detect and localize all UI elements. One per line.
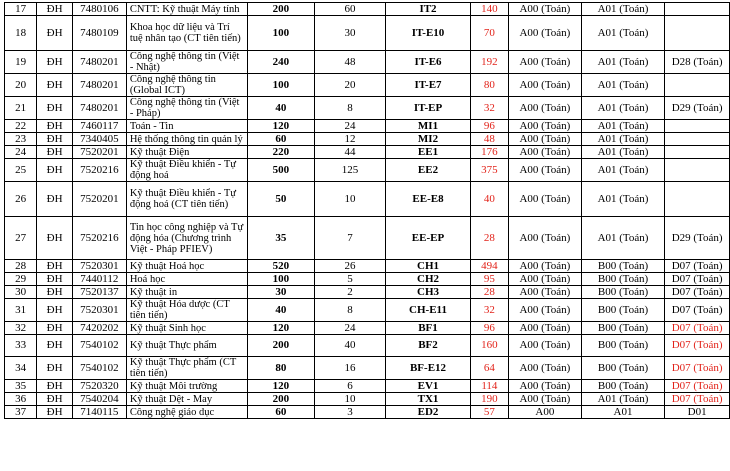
table-row — [5, 322, 730, 335]
major-name-cell: Công nghệ giáo dục — [126, 406, 247, 419]
combo-1-cell: A00 (Toán) — [509, 299, 582, 322]
table-row — [5, 335, 730, 357]
combo-1-cell: A00 (Toán) — [509, 273, 582, 286]
quota-sub-cell: 26 — [314, 260, 385, 273]
program-code-cell: EE1 — [386, 146, 471, 159]
combo-3-cell — [665, 146, 730, 159]
table-row — [5, 182, 730, 217]
row-number: 29 — [5, 273, 37, 286]
combo-3-cell — [665, 120, 730, 133]
score-cell: 192 — [470, 51, 508, 74]
combo-3-cell: D01 — [665, 406, 730, 419]
combo-2-cell: A01 (Toán) — [581, 74, 664, 97]
major-name-cell: Tin học công nghiệp và Tự động hóa (Chương trình Việt - Pháp PFIEV) — [126, 217, 247, 260]
combo-2-cell: A01 (Toán) — [581, 97, 664, 120]
level-cell: ĐH — [37, 16, 73, 51]
level-cell: ĐH — [37, 322, 73, 335]
table-row — [5, 51, 730, 74]
table-row — [5, 286, 730, 299]
combo-2-cell: A01 (Toán) — [581, 16, 664, 51]
level-cell: ĐH — [37, 406, 73, 419]
combo-2-cell: B00 (Toán) — [581, 273, 664, 286]
combo-3-cell — [665, 74, 730, 97]
table-row — [5, 273, 730, 286]
level-cell: ĐH — [37, 146, 73, 159]
table-row — [5, 260, 730, 273]
score-cell: 28 — [470, 217, 508, 260]
combo-2-cell: B00 (Toán) — [581, 299, 664, 322]
combo-2-cell: B00 (Toán) — [581, 322, 664, 335]
major-code-cell: 7520216 — [72, 217, 126, 260]
score-cell: 494 — [470, 260, 508, 273]
major-name-cell: Kỹ thuật Hóa dược (CT tiên tiến) — [126, 299, 247, 322]
combo-2-cell: A01 (Toán) — [581, 51, 664, 74]
quota-cell: 80 — [247, 357, 314, 380]
major-code-cell: 7480109 — [72, 16, 126, 51]
quota-sub-cell: 8 — [314, 299, 385, 322]
combo-2-cell: A01 (Toán) — [581, 133, 664, 146]
major-code-cell: 7340405 — [72, 133, 126, 146]
combo-2-cell: A01 (Toán) — [581, 159, 664, 182]
row-number: 30 — [5, 286, 37, 299]
combo-2-cell: A01 (Toán) — [581, 217, 664, 260]
combo-3-cell: D29 (Toán) — [665, 97, 730, 120]
level-cell: ĐH — [37, 97, 73, 120]
level-cell: ĐH — [37, 159, 73, 182]
major-name-cell: Toán - Tin — [126, 120, 247, 133]
row-number: 24 — [5, 146, 37, 159]
combo-2-cell: A01 — [581, 406, 664, 419]
row-number: 21 — [5, 97, 37, 120]
major-code-cell: 7520216 — [72, 159, 126, 182]
score-cell: 64 — [470, 357, 508, 380]
quota-sub-cell: 16 — [314, 357, 385, 380]
score-cell: 70 — [470, 16, 508, 51]
level-cell: ĐH — [37, 393, 73, 406]
quota-sub-cell: 48 — [314, 51, 385, 74]
combo-2-cell: A01 (Toán) — [581, 120, 664, 133]
major-code-cell: 7440112 — [72, 273, 126, 286]
combo-3-cell: D28 (Toán) — [665, 51, 730, 74]
row-number: 25 — [5, 159, 37, 182]
major-code-cell: 7520320 — [72, 380, 126, 393]
major-name-cell: Công nghệ thông tin (Global ICT) — [126, 74, 247, 97]
program-code-cell: CH3 — [386, 286, 471, 299]
major-code-cell: 7480201 — [72, 97, 126, 120]
combo-1-cell: A00 (Toán) — [509, 217, 582, 260]
table-row — [5, 16, 730, 51]
row-number: 34 — [5, 357, 37, 380]
row-number: 20 — [5, 74, 37, 97]
combo-2-cell: B00 (Toán) — [581, 380, 664, 393]
major-name-cell: Khoa học dữ liệu và Trí tuệ nhân tạo (CT tiên tiến) — [126, 16, 247, 51]
combo-1-cell: A00 (Toán) — [509, 74, 582, 97]
combo-1-cell: A00 (Toán) — [509, 3, 582, 16]
combo-3-cell: D07 (Toán) — [665, 273, 730, 286]
quota-sub-cell: 2 — [314, 286, 385, 299]
major-name-cell: Kỹ thuật Thực phẩm — [126, 335, 247, 357]
combo-1-cell: A00 (Toán) — [509, 133, 582, 146]
score-cell: 96 — [470, 322, 508, 335]
level-cell: ĐH — [37, 74, 73, 97]
combo-1-cell: A00 (Toán) — [509, 322, 582, 335]
table-row — [5, 97, 730, 120]
program-code-cell: EV1 — [386, 380, 471, 393]
major-code-cell: 7520201 — [72, 146, 126, 159]
score-cell: 40 — [470, 182, 508, 217]
combo-3-cell: D07 (Toán) — [665, 286, 730, 299]
quota-sub-cell: 60 — [314, 3, 385, 16]
program-code-cell: ED2 — [386, 406, 471, 419]
major-code-cell: 7480201 — [72, 51, 126, 74]
combo-1-cell: A00 (Toán) — [509, 380, 582, 393]
combo-1-cell: A00 (Toán) — [509, 357, 582, 380]
major-name-cell: Hoá học — [126, 273, 247, 286]
level-cell: ĐH — [37, 120, 73, 133]
table-row — [5, 74, 730, 97]
level-cell: ĐH — [37, 286, 73, 299]
quota-cell: 500 — [247, 159, 314, 182]
table-row — [5, 159, 730, 182]
score-cell: 176 — [470, 146, 508, 159]
quota-sub-cell: 7 — [314, 217, 385, 260]
quota-cell: 120 — [247, 380, 314, 393]
level-cell: ĐH — [37, 299, 73, 322]
table-row — [5, 3, 730, 16]
quota-cell: 200 — [247, 335, 314, 357]
quota-cell: 50 — [247, 182, 314, 217]
combo-1-cell: A00 — [509, 406, 582, 419]
quota-sub-cell: 5 — [314, 273, 385, 286]
major-code-cell: 7540102 — [72, 357, 126, 380]
table-row — [5, 133, 730, 146]
score-cell: 190 — [470, 393, 508, 406]
quota-sub-cell: 30 — [314, 16, 385, 51]
table-row — [5, 146, 730, 159]
table-row — [5, 299, 730, 322]
score-cell: 95 — [470, 273, 508, 286]
major-code-cell: 7420202 — [72, 322, 126, 335]
row-number: 36 — [5, 393, 37, 406]
combo-3-cell: D07 (Toán) — [665, 260, 730, 273]
major-name-cell: Kỹ thuật Dệt - May — [126, 393, 247, 406]
row-number: 19 — [5, 51, 37, 74]
quota-sub-cell: 44 — [314, 146, 385, 159]
level-cell: ĐH — [37, 3, 73, 16]
combo-3-cell — [665, 159, 730, 182]
major-code-cell: 7520201 — [72, 182, 126, 217]
combo-3-cell: D07 (Toán) — [665, 322, 730, 335]
combo-1-cell: A00 (Toán) — [509, 97, 582, 120]
quota-sub-cell: 125 — [314, 159, 385, 182]
program-code-cell: IT-E7 — [386, 74, 471, 97]
quota-cell: 240 — [247, 51, 314, 74]
combo-1-cell: A00 (Toán) — [509, 146, 582, 159]
quota-sub-cell: 24 — [314, 322, 385, 335]
row-number: 35 — [5, 380, 37, 393]
row-number: 18 — [5, 16, 37, 51]
program-code-cell: CH-E11 — [386, 299, 471, 322]
quota-sub-cell: 10 — [314, 393, 385, 406]
quota-sub-cell: 20 — [314, 74, 385, 97]
level-cell: ĐH — [37, 51, 73, 74]
major-name-cell: Kỹ thuật Môi trường — [126, 380, 247, 393]
combo-3-cell — [665, 133, 730, 146]
row-number: 22 — [5, 120, 37, 133]
admission-table — [4, 2, 730, 419]
combo-1-cell: A00 (Toán) — [509, 159, 582, 182]
combo-2-cell: A01 (Toán) — [581, 3, 664, 16]
quota-cell: 100 — [247, 273, 314, 286]
quota-cell: 100 — [247, 74, 314, 97]
level-cell: ĐH — [37, 217, 73, 260]
level-cell: ĐH — [37, 182, 73, 217]
combo-1-cell: A00 (Toán) — [509, 182, 582, 217]
quota-cell: 60 — [247, 406, 314, 419]
score-cell: 28 — [470, 286, 508, 299]
program-code-cell: MI1 — [386, 120, 471, 133]
level-cell: ĐH — [37, 273, 73, 286]
combo-2-cell: A01 (Toán) — [581, 146, 664, 159]
quota-cell: 520 — [247, 260, 314, 273]
quota-cell: 60 — [247, 133, 314, 146]
quota-cell: 40 — [247, 97, 314, 120]
row-number: 28 — [5, 260, 37, 273]
combo-2-cell: A01 (Toán) — [581, 393, 664, 406]
program-code-cell: IT-EP — [386, 97, 471, 120]
combo-2-cell: A01 (Toán) — [581, 182, 664, 217]
score-cell: 96 — [470, 120, 508, 133]
quota-sub-cell: 24 — [314, 120, 385, 133]
combo-3-cell: D29 (Toán) — [665, 217, 730, 260]
combo-1-cell: A00 (Toán) — [509, 335, 582, 357]
major-code-cell: 7540204 — [72, 393, 126, 406]
major-name-cell: Kỹ thuật Thực phẩm (CT tiên tiến) — [126, 357, 247, 380]
major-name-cell: Kỹ thuật Điện — [126, 146, 247, 159]
combo-1-cell: A00 (Toán) — [509, 51, 582, 74]
quota-sub-cell: 8 — [314, 97, 385, 120]
table-row — [5, 357, 730, 380]
score-cell: 160 — [470, 335, 508, 357]
program-code-cell: EE2 — [386, 159, 471, 182]
quota-cell: 100 — [247, 16, 314, 51]
score-cell: 140 — [470, 3, 508, 16]
table-row — [5, 217, 730, 260]
program-code-cell: BF2 — [386, 335, 471, 357]
quota-cell: 35 — [247, 217, 314, 260]
major-code-cell: 7520301 — [72, 260, 126, 273]
level-cell: ĐH — [37, 380, 73, 393]
score-cell: 80 — [470, 74, 508, 97]
quota-cell: 120 — [247, 120, 314, 133]
score-cell: 57 — [470, 406, 508, 419]
score-cell: 375 — [470, 159, 508, 182]
program-code-cell: CH1 — [386, 260, 471, 273]
row-number: 27 — [5, 217, 37, 260]
row-number: 26 — [5, 182, 37, 217]
major-name-cell: Kỹ thuật Điều khiển - Tự động hoá — [126, 159, 247, 182]
row-number: 33 — [5, 335, 37, 357]
major-name-cell: Kỹ thuật Sinh học — [126, 322, 247, 335]
combo-1-cell: A00 (Toán) — [509, 393, 582, 406]
combo-3-cell: D07 (Toán) — [665, 299, 730, 322]
combo-3-cell: D07 (Toán) — [665, 335, 730, 357]
table-row — [5, 120, 730, 133]
quota-cell: 200 — [247, 3, 314, 16]
score-cell: 48 — [470, 133, 508, 146]
combo-3-cell — [665, 16, 730, 51]
major-name-cell: Công nghệ thông tin (Việt - Pháp) — [126, 97, 247, 120]
program-code-cell: MI2 — [386, 133, 471, 146]
combo-3-cell: D07 (Toán) — [665, 357, 730, 380]
level-cell: ĐH — [37, 357, 73, 380]
program-code-cell: EE-E8 — [386, 182, 471, 217]
quota-cell: 200 — [247, 393, 314, 406]
score-cell: 114 — [470, 380, 508, 393]
quota-sub-cell: 10 — [314, 182, 385, 217]
major-code-cell: 7480106 — [72, 3, 126, 16]
combo-2-cell: B00 (Toán) — [581, 335, 664, 357]
row-number: 23 — [5, 133, 37, 146]
major-name-cell: Kỹ thuật Hoá học — [126, 260, 247, 273]
combo-1-cell: A00 (Toán) — [509, 16, 582, 51]
combo-1-cell: A00 (Toán) — [509, 260, 582, 273]
score-cell: 32 — [470, 97, 508, 120]
combo-2-cell: B00 (Toán) — [581, 286, 664, 299]
quota-cell: 120 — [247, 322, 314, 335]
major-code-cell: 7480201 — [72, 74, 126, 97]
major-name-cell: Kỹ thuật in — [126, 286, 247, 299]
row-number: 32 — [5, 322, 37, 335]
row-number: 17 — [5, 3, 37, 16]
major-code-cell: 7140115 — [72, 406, 126, 419]
combo-1-cell: A00 (Toán) — [509, 120, 582, 133]
row-number: 37 — [5, 406, 37, 419]
level-cell: ĐH — [37, 335, 73, 357]
program-code-cell: BF1 — [386, 322, 471, 335]
quota-cell: 40 — [247, 299, 314, 322]
quota-sub-cell: 40 — [314, 335, 385, 357]
score-cell: 32 — [470, 299, 508, 322]
quota-sub-cell: 3 — [314, 406, 385, 419]
combo-3-cell: D07 (Toán) — [665, 380, 730, 393]
program-code-cell: IT-E6 — [386, 51, 471, 74]
quota-cell: 30 — [247, 286, 314, 299]
major-name-cell: CNTT: Kỹ thuật Máy tính — [126, 3, 247, 16]
major-code-cell: 7540102 — [72, 335, 126, 357]
quota-sub-cell: 6 — [314, 380, 385, 393]
major-name-cell: Kỹ thuật Điều khiển - Tự động hoá (CT tiên tiến) — [126, 182, 247, 217]
major-code-cell: 7460117 — [72, 120, 126, 133]
row-number: 31 — [5, 299, 37, 322]
table-row — [5, 406, 730, 419]
major-name-cell: Hệ thống thông tin quản lý — [126, 133, 247, 146]
program-code-cell: CH2 — [386, 273, 471, 286]
quota-sub-cell: 12 — [314, 133, 385, 146]
level-cell: ĐH — [37, 133, 73, 146]
program-code-cell: BF-E12 — [386, 357, 471, 380]
table-row — [5, 393, 730, 406]
quota-cell: 220 — [247, 146, 314, 159]
major-code-cell: 7520301 — [72, 299, 126, 322]
combo-3-cell: D07 (Toán) — [665, 393, 730, 406]
program-code-cell: IT2 — [386, 3, 471, 16]
combo-3-cell — [665, 182, 730, 217]
combo-3-cell — [665, 3, 730, 16]
program-code-cell: TX1 — [386, 393, 471, 406]
table-row — [5, 380, 730, 393]
program-code-cell: EE-EP — [386, 217, 471, 260]
table-body — [5, 3, 730, 419]
level-cell: ĐH — [37, 260, 73, 273]
combo-1-cell: A00 (Toán) — [509, 286, 582, 299]
program-code-cell: IT-E10 — [386, 16, 471, 51]
combo-2-cell: B00 (Toán) — [581, 260, 664, 273]
major-name-cell: Công nghệ thông tin (Việt - Nhật) — [126, 51, 247, 74]
combo-2-cell: B00 (Toán) — [581, 357, 664, 380]
major-code-cell: 7520137 — [72, 286, 126, 299]
